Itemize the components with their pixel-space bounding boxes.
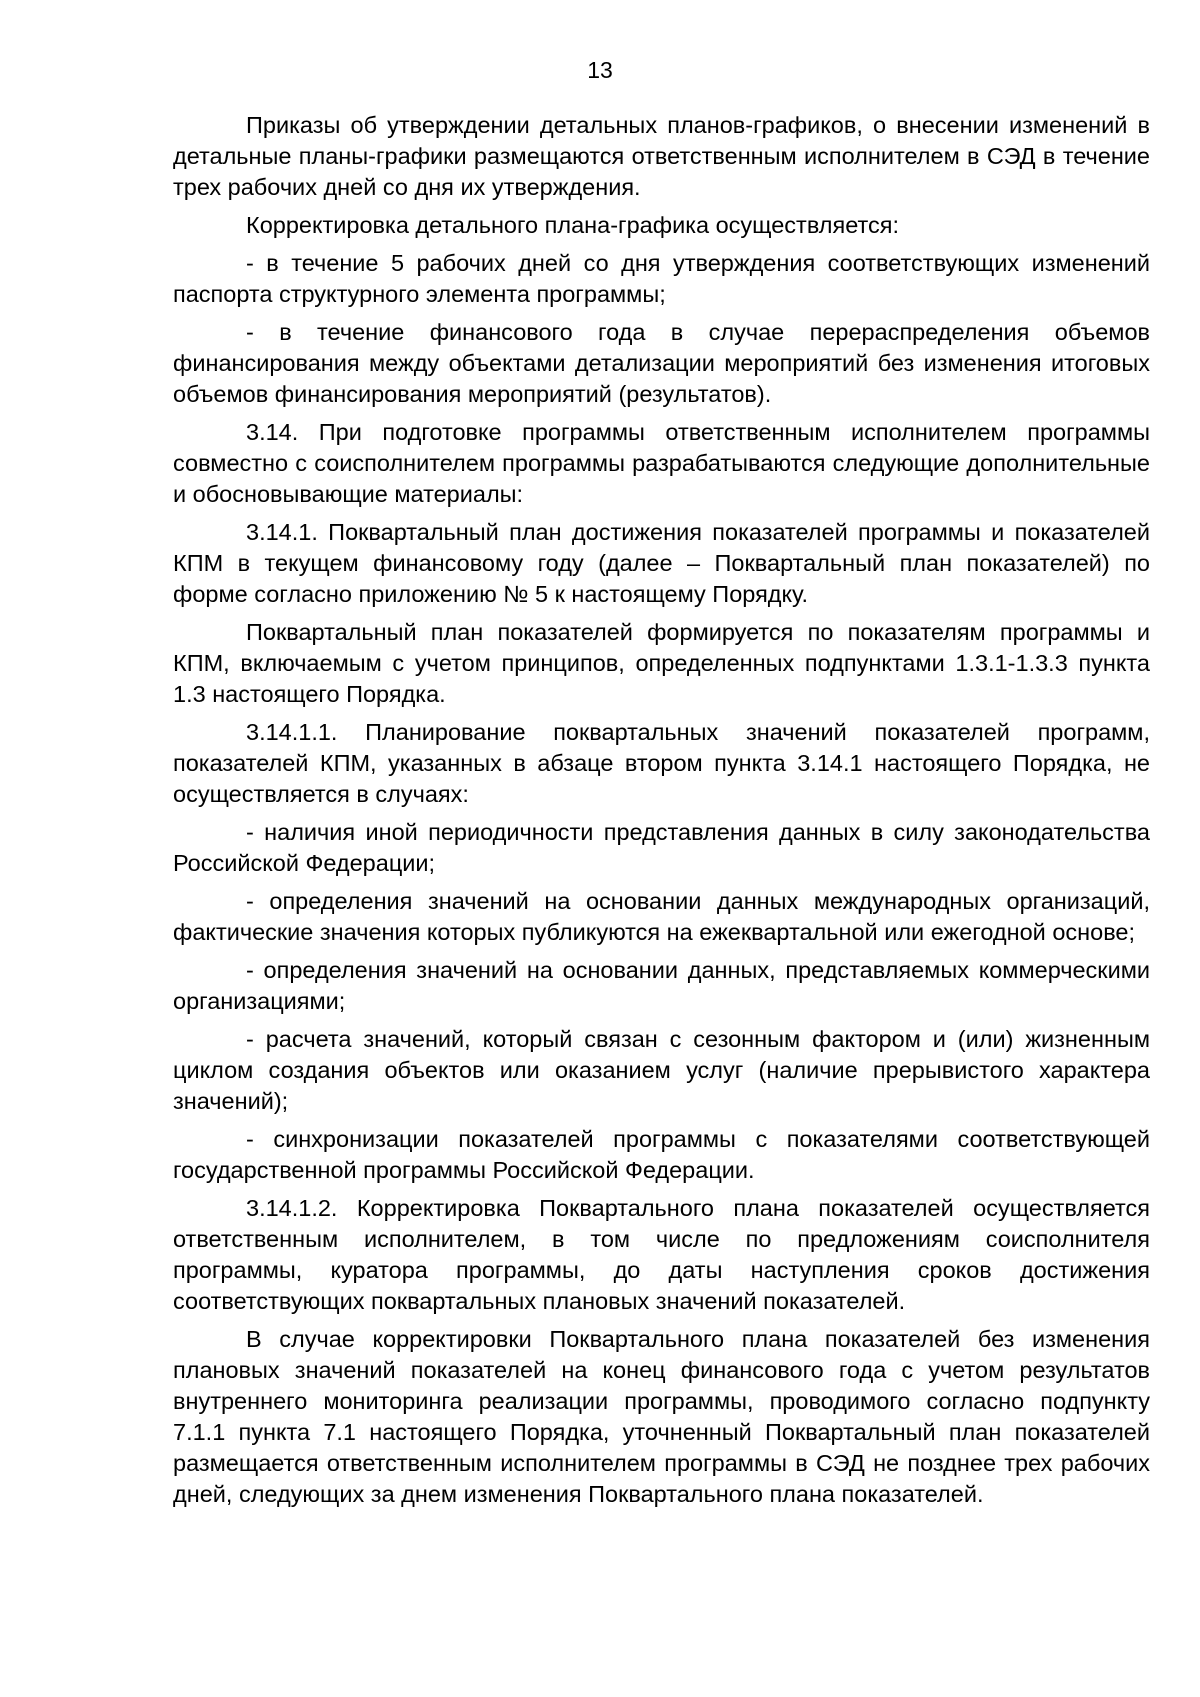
paragraph: Корректировка детального плана-графика осуществляется: — [246, 212, 899, 238]
page-number: 13 — [587, 57, 613, 83]
list-item: - синхронизации показателей программы с показателями соответствующей государственной программы Российской Федерации. — [173, 1126, 1150, 1183]
paragraph: Приказы об утверждении детальных планов-графиков, о внесении изменений в детальные планы-графики размещаются ответственным исполнителем в СЭД в течение трех рабочих дней со дня их утверждения. — [173, 112, 1150, 200]
clause-3-14: 3.14. При подготовке программы ответственным исполнителем программы совместно с соисполнителем программы разрабатываются следующие дополнительные и обосновывающие материалы: — [173, 419, 1150, 507]
paragraph: В случае корректировки Поквартального плана показателей без изменения плановых значений показателей на конец финансового года с учетом результатов внутреннего мониторинга реализации программы, проводимого согласно подпункту 7.1.1 пункта 7.1 настоящего Порядка, уточненный Поквартальный план показателей размещается ответственным исполнителем программы в СЭД не позднее трех рабочих дней, следующих за днем изменения Поквартального плана показателей. — [173, 1326, 1150, 1507]
list-item: - расчета значений, который связан с сезонным фактором и (или) жизненным циклом создания объектов или оказанием услуг (наличие прерывистого характера значений); — [173, 1026, 1150, 1114]
clause-3-14-1: 3.14.1. Поквартальный план достижения показателей программы и показателей КПМ в текущем финансовому году (далее – Поквартальный план показателей) по форме согласно приложению № 5 к настоящему Порядку. — [173, 519, 1150, 607]
list-item: - в течение финансового года в случае перераспределения объемов финансирования между объектами детализации мероприятий без изменения итоговых объемов финансирования мероприятий (результатов). — [173, 319, 1150, 407]
list-item: - определения значений на основании данных международных организаций, фактические значения которых публикуются на ежеквартальной или ежегодной основе; — [173, 888, 1150, 945]
list-item: - наличия иной периодичности представления данных в силу законодательства Российской Федерации; — [173, 819, 1150, 876]
document-body — [173, 110, 1150, 1517]
list-item: - в течение 5 рабочих дней со дня утверждения соответствующих изменений паспорта структурного элемента программы; — [173, 250, 1150, 307]
clause-3-14-1-2: 3.14.1.2. Корректировка Поквартального плана показателей осуществляется ответственным исполнителем, в том числе по предложениям соисполнителя программы, куратора программы, до даты наступления сроков достижения соответствующих поквартальных плановых значений показателей. — [173, 1195, 1150, 1314]
clause-3-14-1-1: 3.14.1.1. Планирование поквартальных значений показателей программ, показателей КПМ, указанных в абзаце втором пункта 3.14.1 настоящего Порядка, не осуществляется в случаях: — [173, 719, 1150, 807]
list-item: - определения значений на основании данных, представляемых коммерческими организациями; — [173, 957, 1150, 1014]
paragraph: Поквартальный план показателей формируется по показателям программы и КПМ, включаемым с учетом принципов, определенных подпунктами 1.3.1-1.3.3 пункта 1.3 настоящего Порядка. — [173, 619, 1150, 707]
